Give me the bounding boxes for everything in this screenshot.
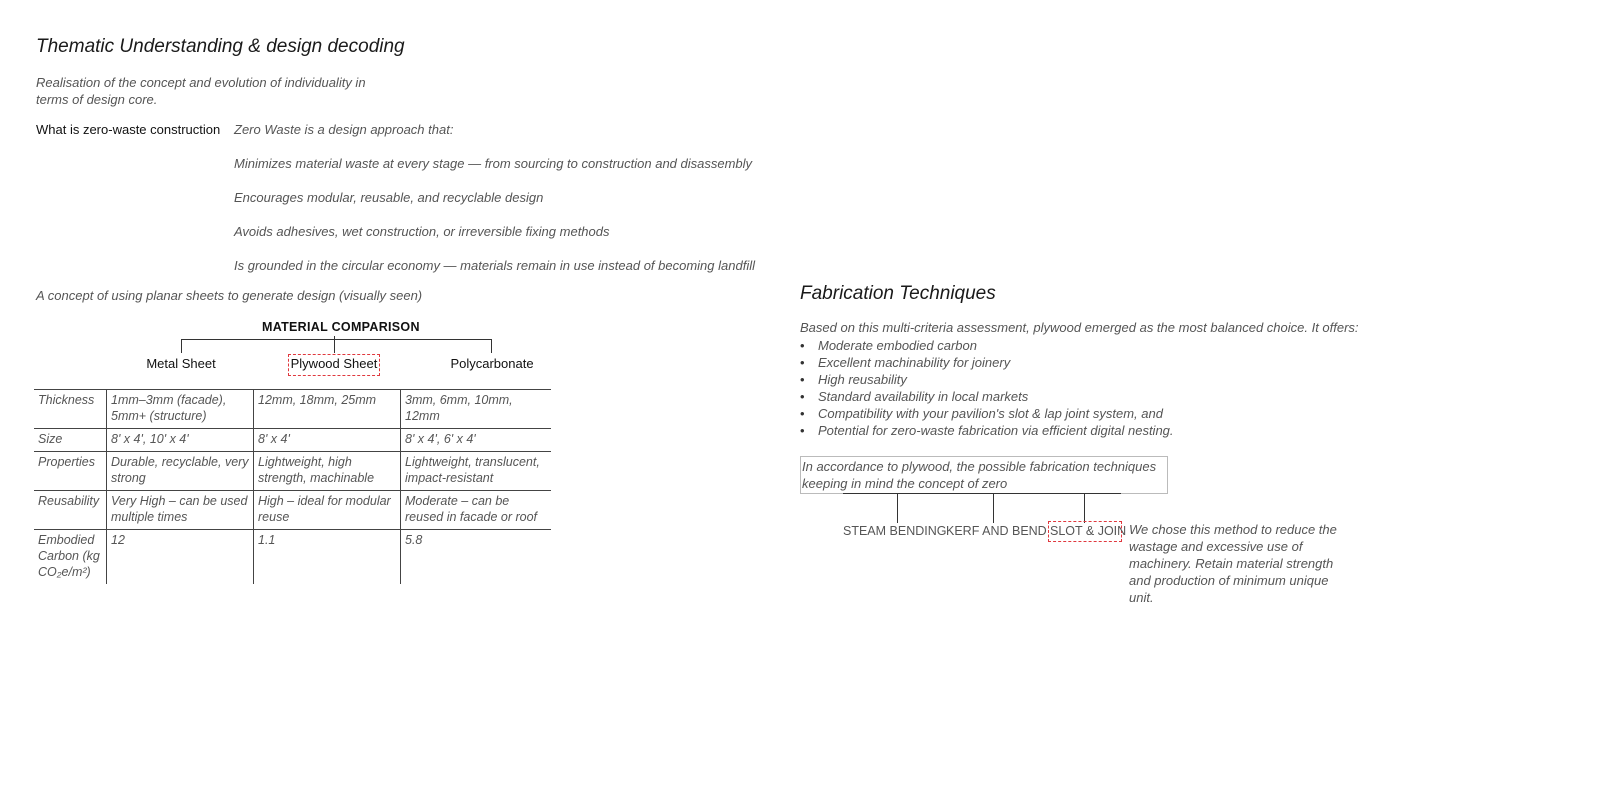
table-cell: High – ideal for modular reuse <box>254 491 401 530</box>
bullet-icon: • <box>800 355 805 370</box>
technique-steam-bending: STEAM BENDING <box>843 524 947 538</box>
list-item: • Standard availability in local markets <box>800 389 1029 404</box>
bullet-icon: • <box>800 338 805 353</box>
table-cell: 8' x 4', 10' x 4' <box>107 429 254 452</box>
option-metal-sheet: Metal Sheet <box>146 356 216 371</box>
table-row <box>34 429 551 452</box>
accordance-text: In accordance to plywood, the possible fabrication techniques keeping in mind the concept of zero <box>802 459 1157 491</box>
offers-list <box>800 337 1174 439</box>
zero-waste-point: Is grounded in the circular economy — materials remain in use instead of becoming landfill <box>234 258 755 273</box>
technique-kerf-and-bend: KERF AND BEND <box>946 524 1047 538</box>
option-plywood-sheet: Plywood Sheet <box>290 356 378 371</box>
list-item: • Moderate embodied carbon <box>800 338 977 353</box>
list-item: • High reusability <box>800 372 907 387</box>
table-cell: Lightweight, high strength, machinable <box>254 452 401 491</box>
table-row <box>34 452 551 491</box>
tree-connector <box>334 339 335 353</box>
option-polycarbonate: Polycarbonate <box>450 356 534 371</box>
tree-connector <box>491 339 492 353</box>
material-comparison-table <box>34 389 551 584</box>
tree-connector <box>181 339 492 340</box>
table-cell: 12mm, 18mm, 25mm <box>254 390 401 429</box>
table-cell: Moderate – can be reused in facade or roof <box>401 491 552 530</box>
tree-connector <box>181 339 182 353</box>
table-cell: 1mm–3mm (facade), 5mm+ (structure) <box>107 390 254 429</box>
zero-waste-point: Avoids adhesives, wet construction, or irreversible fixing methods <box>234 224 610 239</box>
chosen-method-note: We chose this method to reduce the wastage and excessive use of machinery. Retain material strength and production of minimum unique unit. <box>1129 522 1337 605</box>
table-row <box>34 390 551 429</box>
zero-waste-intro: Zero Waste is a design approach that: <box>234 122 454 137</box>
tree-connector <box>897 493 898 523</box>
table-cell: 5.8 <box>401 530 552 585</box>
page-title: Thematic Understanding & design decoding <box>36 36 405 57</box>
tree-connector <box>1084 493 1085 523</box>
row-label: Size <box>34 429 107 452</box>
table-cell: Very High – can be used multiple times <box>107 491 254 530</box>
technique-slot-and-join: SLOT & JOIN <box>1050 524 1127 538</box>
row-label: Reusability <box>34 491 107 530</box>
table-cell: 8' x 4', 6' x 4' <box>401 429 552 452</box>
table-cell: Lightweight, translucent, impact-resistant <box>401 452 552 491</box>
row-label: Thickness <box>34 390 107 429</box>
row-label: Properties <box>34 452 107 491</box>
intro-text: Realisation of the concept and evolution of individuality in terms of design core. <box>36 75 366 107</box>
zero-waste-point: Encourages modular, reusable, and recyclable design <box>234 190 544 205</box>
bullet-icon: • <box>800 406 805 421</box>
assessment-text: Based on this multi-criteria assessment, plywood emerged as the most balanced choice. It offers: <box>800 320 1359 335</box>
table-cell: 12 <box>107 530 254 585</box>
material-comparison-title: MATERIAL COMPARISON <box>262 320 420 334</box>
table-row <box>34 530 551 585</box>
concept-note: A concept of using planar sheets to generate design (visually seen) <box>36 288 423 303</box>
list-item: • Compatibility with your pavilion's slot & lap joint system, and <box>800 406 1163 421</box>
table-cell: 1.1 <box>254 530 401 585</box>
bullet-icon: • <box>800 389 805 404</box>
list-item: • Excellent machinability for joinery <box>800 355 1011 370</box>
table-cell: Durable, recyclable, very strong <box>107 452 254 491</box>
section-title: Fabrication Techniques <box>800 283 996 304</box>
row-label: Embodied Carbon (kg CO₂e/m²) <box>34 530 107 585</box>
zero-waste-label: What is zero-waste construction <box>36 122 221 137</box>
list-item: • Potential for zero-waste fabrication via efficient digital nesting. <box>800 423 1174 438</box>
table-row <box>34 491 551 530</box>
bullet-icon: • <box>800 423 805 438</box>
table-cell: 3mm, 6mm, 10mm, 12mm <box>401 390 552 429</box>
table-cell: 8' x 4' <box>254 429 401 452</box>
tree-connector <box>843 493 1121 494</box>
zero-waste-point: Minimizes material waste at every stage — from sourcing to construction and disassembly <box>234 156 753 171</box>
bullet-icon: • <box>800 372 805 387</box>
tree-connector <box>993 493 994 523</box>
